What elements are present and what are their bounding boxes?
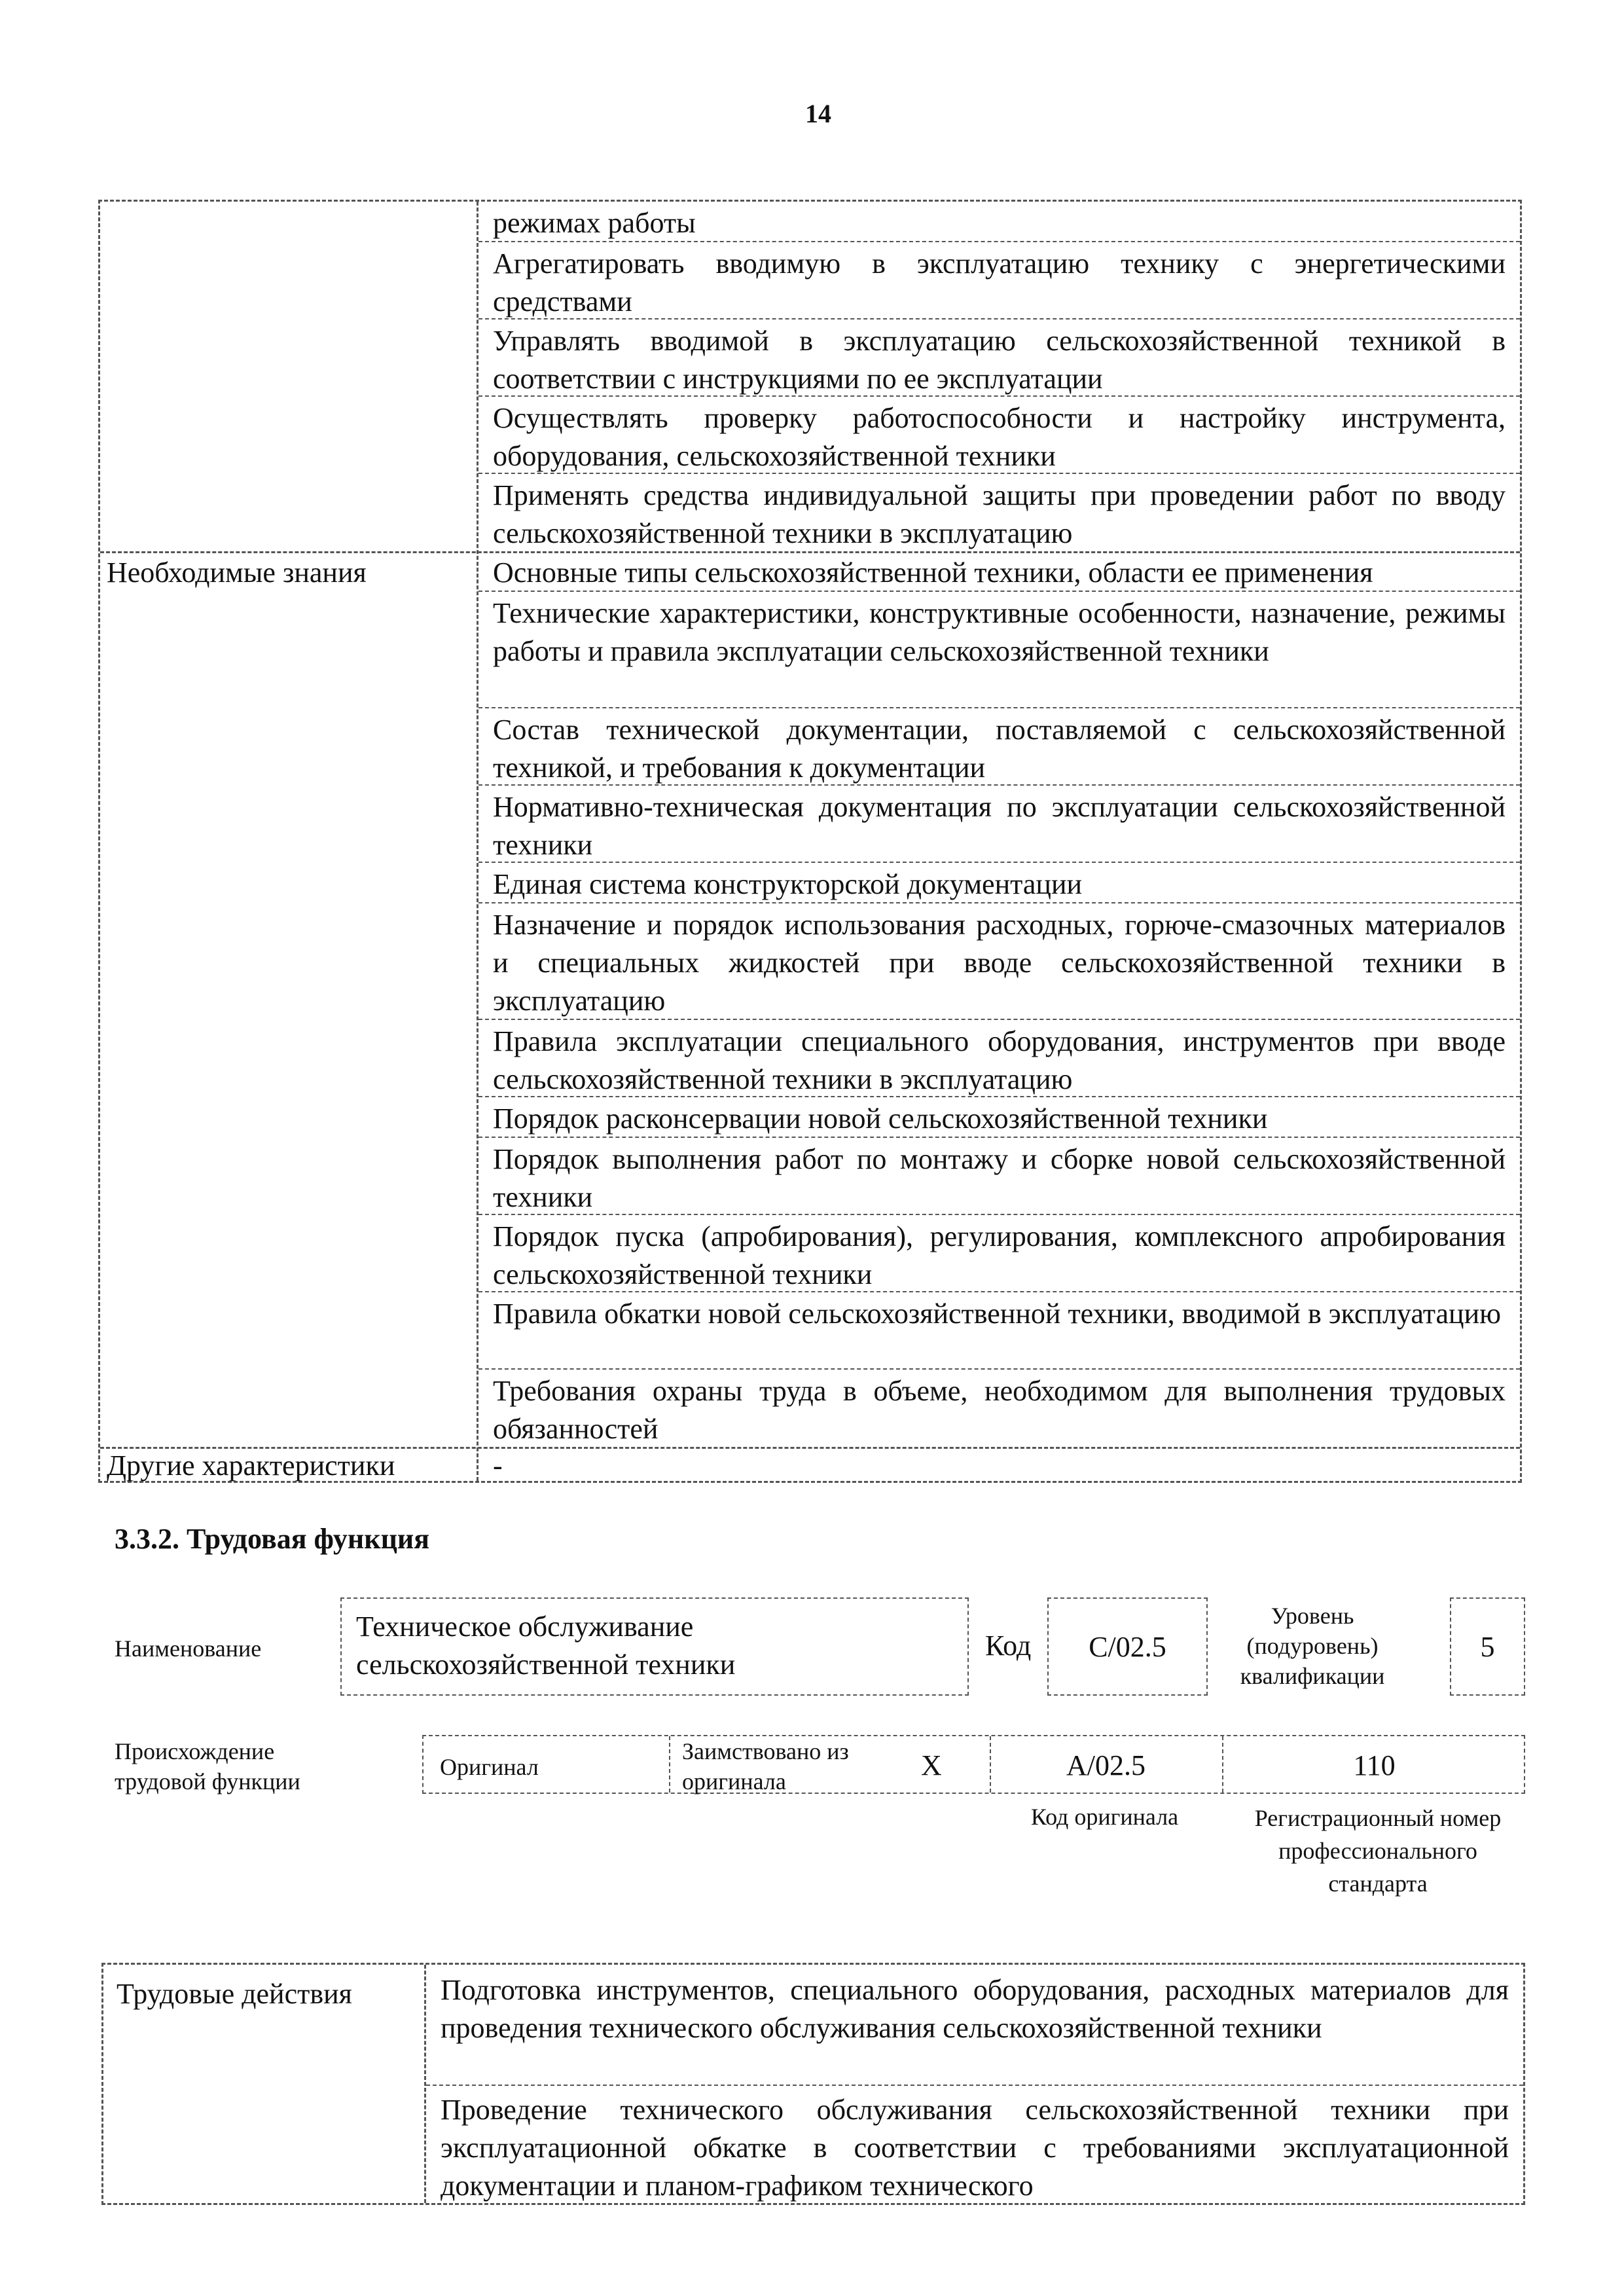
- section-title: 3.3.2. Трудовая функция: [115, 1523, 430, 1555]
- knowledge-row: Порядок пуска (апробирования), регулирования, комплексного апробирования сельскохозяйственной техники: [478, 1215, 1520, 1292]
- level-box: [1450, 1597, 1525, 1696]
- labor-actions-label: Трудовые действия: [117, 1978, 352, 2010]
- name-label: Наименование: [115, 1635, 262, 1662]
- knowledge-row: Требования охраны труда в объеме, необходимом для выполнения трудовых обязанностей: [493, 1375, 1506, 1445]
- original-code-caption: Код оригинала: [1030, 1804, 1179, 1830]
- function-name: Техническое обслуживание сельскохозяйственной техники: [356, 1611, 736, 1681]
- other-characteristics-label: Другие характеристики: [107, 1449, 395, 1482]
- knowledge-row: Основные типы сельскохозяйственной техники, области ее применения: [478, 551, 1520, 592]
- knowledge-row: Порядок выполнения работ по монтажу и сборке новой сельскохозяйственной техники: [478, 1138, 1520, 1215]
- skills-knowledge-table: [98, 200, 1522, 1483]
- knowledge-row: Порядок расконсервации новой сельскохозяйственной техники: [478, 1097, 1520, 1138]
- other-characteristics-value: -: [493, 1449, 503, 1482]
- registration-number-caption: Регистрационный номер профессионального стандарта: [1254, 1805, 1502, 1897]
- skill-row: Применять средства индивидуальной защиты при проведении работ по вводу сельскохозяйственной техники в эксплуатацию: [493, 479, 1506, 549]
- skill-row: режимах работы: [478, 202, 1520, 242]
- level-value: 5: [1480, 1631, 1495, 1663]
- knowledge-row: Правила эксплуатации специального оборудования, инструментов при вводе сельскохозяйственной техники в эксплуатацию: [478, 1020, 1520, 1097]
- knowledge-label: Необходимые знания: [107, 556, 367, 589]
- borrowed-mark: X: [921, 1749, 942, 1781]
- registration-number: 110: [1353, 1749, 1396, 1781]
- knowledge-row: Назначение и порядок использования расходных, горюче-смазочных материалов и специальных жидкостей при вводе сельскохозяйственной техники в эксплуатацию: [478, 903, 1520, 1020]
- labor-actions-table: [101, 1963, 1525, 2205]
- origin-row: [422, 1735, 1525, 1794]
- skill-row: Управлять вводимой в эксплуатацию сельскохозяйственной техникой в соответствии с инструкциями по ее эксплуатации: [478, 319, 1520, 397]
- code-label: Код: [985, 1630, 1032, 1662]
- knowledge-row: Состав технической документации, поставляемой с сельскохозяйственной техникой, и требования к документации: [478, 708, 1520, 786]
- original-code: A/02.5: [1066, 1749, 1146, 1781]
- action-row: Проведение технического обслуживания сельскохозяйственной техники при эксплуатационной обкатке в соответствии с требованиями эксплуатационной документации и планом-графиком технического: [441, 2094, 1509, 2202]
- action-row: Подготовка инструментов, специального оборудования, расходных материалов для проведения технического обслуживания сельскохозяйственной техники: [426, 1965, 1523, 2086]
- skill-row: Осуществлять проверку работоспособности и настройку инструмента, оборудования, сельскохозяйственной техники: [478, 397, 1520, 474]
- knowledge-row: Технические характеристики, конструктивные особенности, назначение, режимы работы и правила эксплуатации сельскохозяйственной техники: [478, 592, 1520, 708]
- knowledge-row: Правила обкатки новой сельскохозяйственной техники, вводимой в эксплуатацию: [478, 1292, 1520, 1370]
- knowledge-row: Единая система конструкторской документации: [478, 863, 1520, 903]
- knowledge-row: Нормативно-техническая документация по эксплуатации сельскохозяйственной техники: [478, 786, 1520, 863]
- page-number: 14: [805, 99, 831, 128]
- level-label: Уровень (подуровень) квалификации: [1240, 1603, 1385, 1689]
- original-label: Оригинал: [440, 1754, 539, 1780]
- function-code: C/02.5: [1089, 1631, 1166, 1663]
- function-name-box: [340, 1597, 969, 1696]
- skill-row: Агрегатировать вводимую в эксплуатацию технику с энергетическими средствами: [478, 242, 1520, 319]
- borrowed-label: Заимствовано из оригинала: [682, 1738, 849, 1795]
- origin-label: Происхождение трудовой функции: [115, 1738, 300, 1795]
- code-box: [1047, 1597, 1208, 1696]
